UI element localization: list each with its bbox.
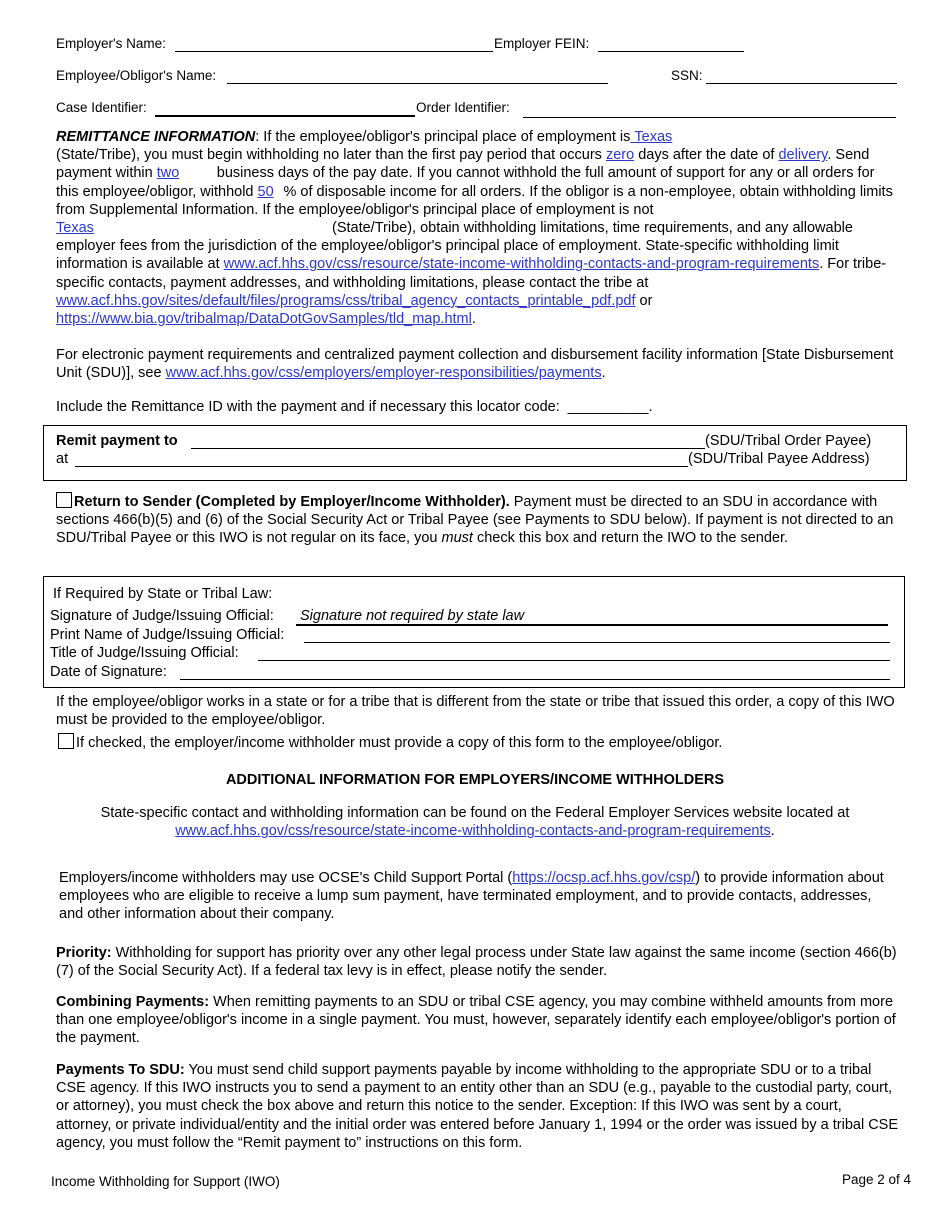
state-withholding-link[interactable]: www.acf.hhs.gov/css/resource/state-income-withholding-contacts-and-program-requirements xyxy=(223,256,820,273)
return-to-sender-checkbox[interactable] xyxy=(56,492,72,508)
remittance-text-8: . For tribe-specific contacts, payment addresses, and withholding limitations, please contact the tribe at xyxy=(56,256,887,291)
ssn-field[interactable] xyxy=(706,83,897,84)
state-contact-info xyxy=(60,804,890,840)
copy-checkbox-text: If checked, the employer/income withholder must provide a copy of this form to the employee/obligor. xyxy=(76,735,723,751)
state-contact-link[interactable]: www.acf.hhs.gov/css/resource/state-income-withholding-contacts-and-program-requirements xyxy=(175,823,771,840)
title-label: Title of Judge/Issuing Official: xyxy=(50,645,239,661)
percent-value[interactable]: 50 xyxy=(257,183,274,200)
combining-text: When remitting payments to an SDU or tribal CSE agency, you may combine withheld amounts from more than one employee/obligor's income in a single payment. You must, however, separately identify each employee/obligor's portion of the payment. xyxy=(56,994,896,1047)
remit-address-field[interactable] xyxy=(75,466,688,467)
remittance-information xyxy=(56,128,901,328)
combining-heading: Combining Payments: xyxy=(56,994,210,1010)
priority-text: Withholding for support has priority over any other legal process under State law against the same income (section 466(b)(7) of the Social Security Act). If a federal tax levy is in effect, please notify the sender. xyxy=(56,945,897,980)
employer-name-field[interactable] xyxy=(175,51,493,52)
state-contact-text: State-specific contact and withholding information can be found on the Federal Employer Services website located at xyxy=(100,805,850,821)
employee-name-label: Employee/Obligor's Name: xyxy=(56,68,217,83)
portal-text-2: ) to provide information about employees who are eligible to receive a lump sum payment, have terminated employment, and to provide contacts, addresses, and other information about their company. xyxy=(59,870,884,923)
return-to-sender-text-2: check this box and return the IWO to the sender. xyxy=(476,530,789,547)
copy-checkbox-line xyxy=(56,733,901,752)
employee-name-field[interactable] xyxy=(227,83,608,84)
case-identifier-field[interactable] xyxy=(155,115,415,117)
priority-heading: Priority: xyxy=(56,945,112,961)
return-to-sender-heading: Return to Sender (Completed by Employer/Income Withholder). xyxy=(74,494,510,510)
state-contact-end: . xyxy=(770,823,775,840)
business-days-value[interactable]: two xyxy=(156,165,180,182)
electronic-payment-info xyxy=(56,346,901,382)
tribal-map-link[interactable]: https://www.bia.gov/tribalmap/DataDotGovSamples/tld_map.html xyxy=(56,311,472,328)
remittance-id-text: Include the Remittance ID with the payment and if necessary this locator code: xyxy=(56,399,560,415)
remittance-text-7: (State/Tribe), obtain withholding limitations, time requirements, and any allowable employer fees from the jurisdiction of the employee/obligor's principal place of employment. State-specific withholding limit information is available at xyxy=(56,220,853,273)
return-to-sender xyxy=(56,492,901,548)
return-to-sender-must: must xyxy=(441,530,473,547)
remittance-text-4: . Send payment within xyxy=(56,147,870,182)
remit-payment-field[interactable] xyxy=(191,448,705,449)
print-name-field[interactable] xyxy=(304,642,890,643)
electronic-text: For electronic payment requirements and centralized payment collection and disbursement facility information [State Disbursement Unit (SDU)], see xyxy=(56,347,894,382)
order-identifier-field[interactable] xyxy=(523,117,896,118)
days-value[interactable]: zero xyxy=(605,147,635,164)
order-identifier-label: Order Identifier: xyxy=(416,100,510,115)
employer-fein-label: Employer FEIN: xyxy=(494,36,590,51)
electronic-end: . xyxy=(601,365,606,382)
signature-value: Signature not required by state law xyxy=(300,608,525,624)
date-field[interactable] xyxy=(180,679,890,680)
return-to-sender-text: Payment must be directed to an SDU in accordance with sections 466(b)(5) and (6) of the Social Security Act or Tribal Payee (see Payments to SDU below). If payment is not directed to an SDU/Tribal Payee or this IWO is not regular on its face, you xyxy=(56,494,894,547)
employer-fein-field[interactable] xyxy=(598,51,744,52)
locator-code-blank[interactable]: __________. xyxy=(567,399,653,415)
payments-sdu-section xyxy=(56,1061,901,1152)
remittance-text-10: . xyxy=(471,311,476,328)
employer-name-label: Employer's Name: xyxy=(56,36,166,51)
copy-checkbox[interactable] xyxy=(58,733,74,749)
portal-link[interactable]: https://ocsp.acf.hhs.gov/csp/ xyxy=(512,870,696,886)
date-label: Date of Signature: xyxy=(50,664,167,680)
priority-section xyxy=(56,944,901,980)
print-name-label: Print Name of Judge/Issuing Official: xyxy=(50,627,285,643)
remittance-id-line xyxy=(56,398,901,416)
signature-label: Signature of Judge/Issuing Official: xyxy=(50,608,274,624)
signature-field[interactable] xyxy=(296,624,888,626)
copy-notice: If the employee/obligor works in a state or for a tribe that is different from the state or tribe that issued this order, a copy of this IWO must be provided to the employee/obligor. xyxy=(56,694,895,729)
remittance-text-9: or xyxy=(639,292,653,309)
portal-text-1: Employers/income withholders may use OCSE's Child Support Portal ( xyxy=(59,870,513,886)
remit-payment-label: Remit payment to xyxy=(56,433,178,449)
remittance-text-5: business days of the pay date. If you cannot withhold the full amount of support for any or all orders for this employee/obligor, withhold xyxy=(56,165,875,200)
remittance-text-6: % of disposable income for all orders. If the obligor is a non-employee, obtain withholding limits from Supplemental Information. If the employee/obligor's principal place of employment is not xyxy=(56,183,893,218)
remittance-text-2: (State/Tribe), you must begin withholding no later than the first pay period that occurs xyxy=(56,147,602,164)
combining-section xyxy=(56,993,901,1048)
additional-info-heading: ADDITIONAL INFORMATION FOR EMPLOYERS/INCOME WITHHOLDERS xyxy=(225,772,725,788)
state-value[interactable]: Texas xyxy=(634,129,673,145)
tribal-contacts-link[interactable]: www.acf.hhs.gov/sites/default/files/programs/css/tribal_agency_contacts_printable_pdf.pdf xyxy=(56,292,636,309)
remittance-text-3: days after the date of xyxy=(638,147,775,164)
employer-payments-link[interactable]: www.acf.hhs.gov/css/employers/employer-responsibilities/payments xyxy=(165,365,602,382)
remit-payment-suffix: (SDU/Tribal Order Payee) xyxy=(705,433,872,449)
payments-sdu-text: You must send child support payments payable by income withholding to the appropriate SDU or to a tribal CSE agency. If this IWO instructs you to send a payment to an entity other than an SDU (e.g., payable to the custodial party, court, or attorney), you must check the box above and return this notice to the sender. Exception: If this IWO was sent by a court, attorney, or private individual/entity and the initial order was entered before January 1, 1994 or the order was issued by a tribal CSE agency, you must follow the “Remit payment to” instructions on this form. xyxy=(56,1062,899,1151)
remittance-heading: REMITTANCE INFORMATION xyxy=(56,129,256,145)
footer-page-number: Page 2 of 4 xyxy=(842,1172,912,1187)
title-field[interactable] xyxy=(258,660,890,661)
ssn-label: SSN: xyxy=(671,68,703,83)
remit-address-suffix: (SDU/Tribal Payee Address) xyxy=(688,451,870,467)
payments-sdu-heading: Payments To SDU: xyxy=(56,1062,185,1078)
portal-info xyxy=(59,869,899,924)
date-of-value[interactable]: delivery xyxy=(778,147,828,164)
signature-box-title: If Required by State or Tribal Law: xyxy=(53,586,273,602)
remit-at-label: at xyxy=(56,451,69,467)
case-identifier-label: Case Identifier: xyxy=(56,100,147,115)
footer-form-name: Income Withholding for Support (IWO) xyxy=(51,1174,280,1189)
remittance-text-1: : If the employee/obligor's principal place of employment is xyxy=(255,129,631,145)
state-value-2[interactable]: Texas xyxy=(56,220,94,237)
